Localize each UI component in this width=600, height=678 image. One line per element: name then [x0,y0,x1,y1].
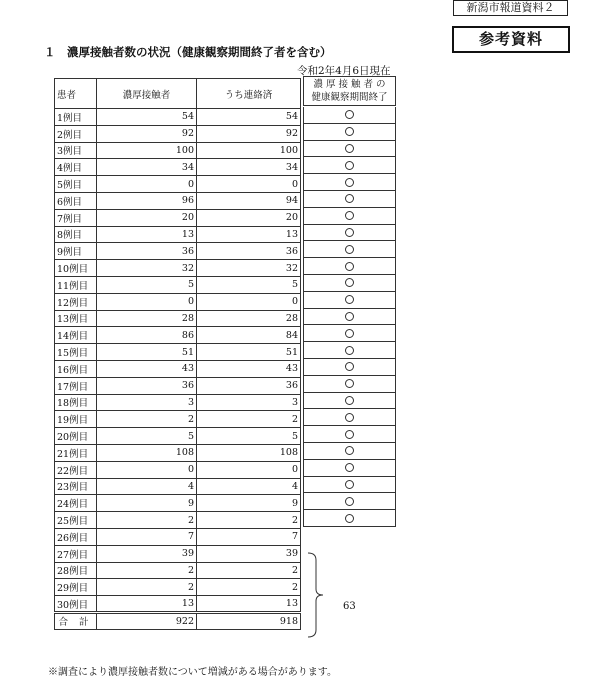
cell-reached: 4 [197,478,301,495]
cell-reached: 20 [197,209,301,226]
cell-reached: 54 [197,109,301,126]
cell-patient: 11例目 [55,276,97,293]
observation-cell [303,225,396,242]
header-observation-line2: 健康観察期間終了 [311,92,388,103]
completed-circle-icon [345,480,354,489]
cell-patient: 22例目 [55,461,97,478]
table-header-row [55,79,301,109]
observation-cell [303,191,396,208]
cell-patient: 20例目 [55,428,97,445]
cell-patient: 9例目 [55,243,97,260]
observation-cell [303,426,396,443]
cell-reached: 2 [197,512,301,529]
cell-reached: 2 [197,579,301,596]
completed-circle-icon [345,463,354,472]
as-of-date: 令和2年4月6日現在 [297,65,391,77]
completed-circle-icon [345,329,354,338]
completed-circle-icon [345,144,354,153]
cell-contacts: 3 [97,394,197,411]
completed-circle-icon [345,178,354,187]
table-row [55,344,301,361]
cell-patient: 3例目 [55,142,97,159]
observation-cell [303,443,396,460]
cell-patient: 21例目 [55,444,97,461]
cell-contacts: 28 [97,310,197,327]
cell-contacts: 7 [97,528,197,545]
cell-reached: 32 [197,260,301,277]
cell-reached: 0 [197,293,301,310]
cell-patient: 6例目 [55,192,97,209]
cell-reached: 13 [197,226,301,243]
observation-column [303,107,396,527]
table-row [55,327,301,344]
table-row [55,461,301,478]
table-row [55,562,301,579]
cell-reached: 3 [197,394,301,411]
table-row [55,579,301,596]
observation-cell [303,292,396,309]
completed-circle-icon [345,278,354,287]
observation-cell [303,157,396,174]
table-row [55,125,301,142]
cell-contacts: 34 [97,159,197,176]
table-row [55,428,301,445]
total-row [55,612,301,629]
cell-reached: 0 [197,176,301,193]
observation-cell [303,460,396,477]
cell-contacts: 2 [97,512,197,529]
cell-reached: 100 [197,142,301,159]
cell-reached: 84 [197,327,301,344]
cell-reached: 94 [197,192,301,209]
table-row [55,159,301,176]
observation-cell [303,258,396,275]
cell-contacts: 13 [97,596,197,613]
table-row [55,444,301,461]
cell-contacts: 2 [97,579,197,596]
remaining-count: 63 [343,601,356,612]
cell-contacts: 5 [97,428,197,445]
observation-cell [303,208,396,225]
completed-circle-icon [345,161,354,170]
cell-contacts: 39 [97,545,197,562]
cell-reached: 39 [197,545,301,562]
observation-cell [303,124,396,141]
completed-circle-icon [345,430,354,439]
table-row [55,310,301,327]
cell-contacts: 36 [97,377,197,394]
cell-patient: 13例目 [55,310,97,327]
table-row [55,596,301,613]
cell-contacts: 4 [97,478,197,495]
total-reached: 918 [197,612,301,629]
cell-patient: 18例目 [55,394,97,411]
table-row [55,394,301,411]
cell-contacts: 96 [97,192,197,209]
cell-patient: 10例目 [55,260,97,277]
cell-contacts: 2 [97,411,197,428]
header-observation [303,76,396,106]
cell-patient: 26例目 [55,528,97,545]
completed-circle-icon [345,379,354,388]
footnote: ※調査により濃厚接触者数について増減がある場合があります。 [48,667,337,678]
observation-cell [303,241,396,258]
completed-circle-icon [345,346,354,355]
completed-circle-icon [345,514,354,523]
cell-patient: 7例目 [55,209,97,226]
table-row [55,411,301,428]
table-row [55,276,301,293]
cell-reached: 5 [197,276,301,293]
cell-contacts: 5 [97,276,197,293]
cell-reached: 108 [197,444,301,461]
cell-contacts: 2 [97,562,197,579]
table-row [55,192,301,209]
cell-contacts: 20 [97,209,197,226]
cell-patient: 17例目 [55,377,97,394]
table-row [55,260,301,277]
cell-reached: 0 [197,461,301,478]
observation-cell [303,309,396,326]
cell-contacts: 43 [97,360,197,377]
cell-reached: 43 [197,360,301,377]
completed-circle-icon [345,228,354,237]
observation-cell [303,409,396,426]
table-row [55,377,301,394]
cell-reached: 36 [197,377,301,394]
completed-circle-icon [345,362,354,371]
cell-reached: 34 [197,159,301,176]
table-row [55,109,301,126]
table-row [55,209,301,226]
completed-circle-icon [345,413,354,422]
completed-circle-icon [345,194,354,203]
observation-cell [303,141,396,158]
completed-circle-icon [345,245,354,254]
cell-patient: 25例目 [55,512,97,529]
cell-contacts: 108 [97,444,197,461]
observation-cell [303,107,396,124]
cell-patient: 29例目 [55,579,97,596]
cell-reached: 5 [197,428,301,445]
cell-patient: 1例目 [55,109,97,126]
header-patient: 患者 [55,79,97,109]
cell-contacts: 32 [97,260,197,277]
table-row [55,545,301,562]
table-row [55,495,301,512]
cell-patient: 24例目 [55,495,97,512]
cell-patient: 5例目 [55,176,97,193]
cell-contacts: 51 [97,344,197,361]
cell-reached: 13 [197,596,301,613]
cell-patient: 8例目 [55,226,97,243]
cell-patient: 12例目 [55,293,97,310]
contacts-table [54,78,301,630]
observation-cell [303,342,396,359]
completed-circle-icon [345,497,354,506]
observation-cell [303,510,396,527]
observation-cell [303,325,396,342]
cell-reached: 2 [197,411,301,428]
cell-patient: 23例目 [55,478,97,495]
cell-reached: 2 [197,562,301,579]
cell-reached: 9 [197,495,301,512]
completed-circle-icon [345,211,354,220]
completed-circle-icon [345,262,354,271]
table-row [55,243,301,260]
observation-cell [303,174,396,191]
cell-reached: 51 [197,344,301,361]
table-row [55,512,301,529]
cell-reached: 28 [197,310,301,327]
reference-badge: 参考資料 [452,26,570,53]
total-label: 合 計 [55,612,97,629]
observation-cell [303,275,396,292]
cell-patient: 28例目 [55,562,97,579]
table-row [55,528,301,545]
cell-reached: 7 [197,528,301,545]
cell-patient: 27例目 [55,545,97,562]
observation-cell [303,493,396,510]
table-row [55,176,301,193]
observation-cell [303,393,396,410]
header-contacts: 濃厚接触者 [97,79,197,109]
observation-cell [303,477,396,494]
cell-patient: 14例目 [55,327,97,344]
completed-circle-icon [345,446,354,455]
table-row [55,226,301,243]
cell-patient: 30例目 [55,596,97,613]
cell-reached: 36 [197,243,301,260]
cell-contacts: 0 [97,293,197,310]
cell-patient: 2例目 [55,125,97,142]
cell-contacts: 86 [97,327,197,344]
table-row [55,142,301,159]
cell-contacts: 0 [97,461,197,478]
table-row [55,360,301,377]
table-body [55,109,301,613]
table-row [55,293,301,310]
cell-contacts: 0 [97,176,197,193]
cell-patient: 19例目 [55,411,97,428]
cell-contacts: 9 [97,495,197,512]
header-observation-line1: 濃 厚 接 触 者 の [313,79,386,90]
observation-cell [303,376,396,393]
completed-circle-icon [345,295,354,304]
cell-contacts: 13 [97,226,197,243]
cell-contacts: 54 [97,109,197,126]
completed-circle-icon [345,312,354,321]
total-contacts: 922 [97,612,197,629]
cell-patient: 15例目 [55,344,97,361]
cell-contacts: 92 [97,125,197,142]
cell-contacts: 100 [97,142,197,159]
cell-reached: 92 [197,125,301,142]
table-row [55,478,301,495]
completed-circle-icon [345,127,354,136]
cell-patient: 16例目 [55,360,97,377]
completed-circle-icon [345,396,354,405]
header-reached: うち連絡済 [197,79,301,109]
observation-cell [303,359,396,376]
completed-circle-icon [345,110,354,119]
press-release-ref: 新潟市報道資料２ [453,0,568,16]
remaining-brace [306,552,326,638]
section-title: １ 濃厚接触者数の状況（健康観察期間終了者を含む） [44,45,332,59]
cell-contacts: 36 [97,243,197,260]
cell-patient: 4例目 [55,159,97,176]
